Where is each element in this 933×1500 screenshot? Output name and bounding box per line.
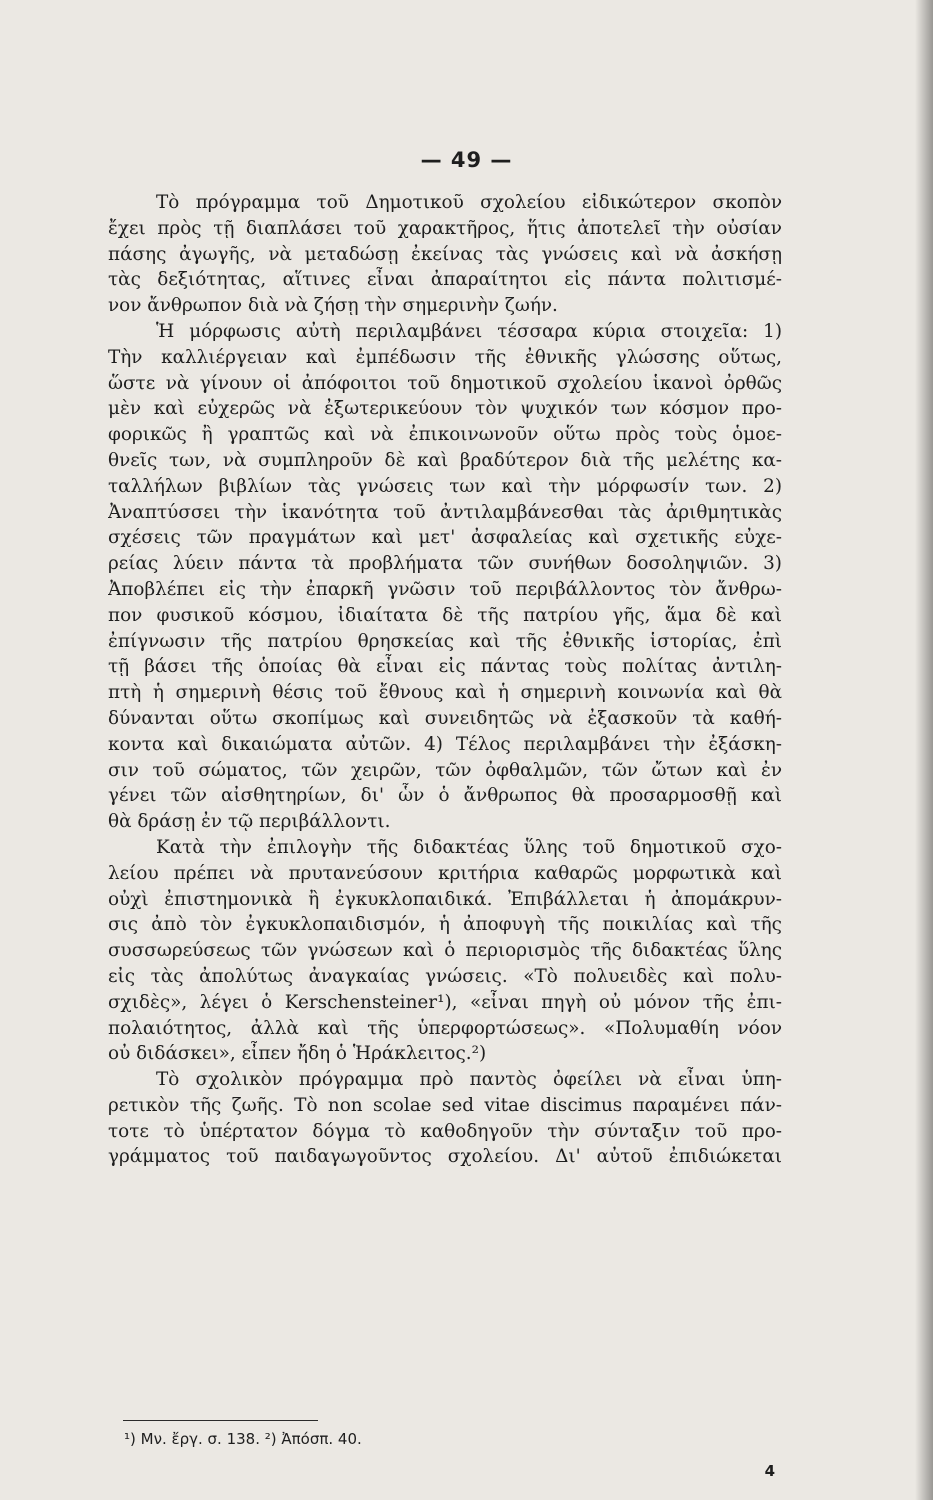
text-line: θὰ δράσῃ ἐν τῷ περιβάλλοντι. <box>108 811 391 833</box>
text-line: σχιδὲς», λέγει ὁ Kerschensteiner¹), «εἶναι πηγὴ οὐ μόνον τῆς ἐπι- <box>108 991 782 1013</box>
text-line: Τὸ σχολικὸν πρόγραμμα πρὸ παντὸς ὀφείλει νὰ εἶναι ὑπη- <box>156 1069 782 1091</box>
text-line: πτὴ ἡ σημερινὴ θέσις τοῦ ἔθνους καὶ ἡ σημερινὴ κοινωνία καὶ θὰ <box>108 682 782 704</box>
text-line: δύνανται οὕτω σκοπίμως καὶ συνειδητῶς νὰ ἐξασκοῦν τὰ καθή- <box>108 707 782 729</box>
text-line: λείου πρέπει νὰ πρυτανεύσουν κριτήρια καθαρῶς μορφωτικὰ καὶ <box>108 862 782 884</box>
text-line: κοντα καὶ δικαιώματα αὐτῶν. 4) Τέλος περιλαμβάνει τὴν ἐξάσκη- <box>108 733 782 755</box>
text-line: ἔχει πρὸς τῇ διαπλάσει τοῦ χαρακτῆρος, ἥτις ἀποτελεῖ τὴν οὐσίαν <box>108 217 782 239</box>
text-line: τὰς δεξιότητας, αἵτινες εἶναι ἀπαραίτητοι εἰς πάντα πολιτισμέ- <box>108 269 782 291</box>
text-line: σιν τοῦ σώματος, τῶν χειρῶν, τῶν ὀφθαλμῶν, τῶν ὤτων καὶ ἐν <box>108 759 782 781</box>
text-line: ταλλήλων βιβλίων τὰς γνώσεις των καὶ τὴν μόρφωσίν των. 2) <box>108 475 782 497</box>
text-line: σις ἀπὸ τὸν ἐγκυκλοπαιδισμόν, ἡ ἀποφυγὴ τῆς ποικιλίας καὶ τῆς <box>108 914 782 936</box>
text-line: ρετικὸν τῆς ζωῆς. Τὸ non scolae sed vitae discimus παραμένει πάν- <box>108 1094 782 1116</box>
text-line: πολαιότητος, ἀλλὰ καὶ τῆς ὑπερφορτώσεως». «Πολυμαθίη νόον <box>108 1017 782 1039</box>
body-text <box>108 190 782 1170</box>
text-line: θνεῖς των, νὰ συμπληροῦν δὲ καὶ βραδύτερον διὰ τῆς μελέτης κα- <box>108 449 782 471</box>
text-line: ὥστε νὰ γίνουν οἱ ἀπόφοιτοι τοῦ δημοτικοῦ σχολείου ἱκανοὶ ὀρθῶς <box>108 372 782 394</box>
text-line: νον ἄνθρωπον διὰ νὰ ζήσῃ τὴν σημερινὴν ζωήν. <box>108 295 558 317</box>
text-line: τοτε τὸ ὑπέρτατον δόγμα τὸ καθοδηγοῦν τὴν σύνταξιν τοῦ προ- <box>108 1120 782 1142</box>
text-line: οὐχὶ ἐπιστημονικὰ ἢ ἐγκυκλοπαιδικά. Ἐπιβάλλεται ἡ ἀπομάκρυν- <box>108 888 782 910</box>
signature-mark: 4 <box>764 1462 775 1480</box>
text-line: μὲν καὶ εὐχερῶς νὰ ἐξωτερικεύουν τὸν ψυχικόν των κόσμον προ- <box>108 398 782 420</box>
footnote: ¹) Μν. ἔργ. σ. 138. ²) Ἀπόσπ. 40. <box>124 1430 362 1448</box>
text-line: ἐπίγνωσιν τῆς πατρίου θρησκείας καὶ τῆς ἐθνικῆς ἱστορίας, ἐπὶ <box>108 630 782 652</box>
text-line: Κατὰ τὴν ἐπιλογὴν τῆς διδακτέας ὕλης τοῦ δημοτικοῦ σχο- <box>156 836 782 858</box>
text-line: γράμματος τοῦ παιδαγωγοῦντος σχολείου. Δι' αὐτοῦ ἐπιδιώκεται <box>108 1146 782 1168</box>
text-line: συσσωρεύσεως τῶν γνώσεων καὶ ὁ περιορισμὸς τῆς διδακτέας ὕλης <box>108 940 782 962</box>
footnote-rule <box>123 1420 318 1421</box>
text-line: πον φυσικοῦ κόσμου, ἰδιαίτατα δὲ τῆς πατρίου γῆς, ἅμα δὲ καὶ <box>108 604 782 626</box>
text-line: Ἡ μόρφωσις αὐτὴ περιλαμβάνει τέσσαρα κύρια στοιχεῖα: 1) <box>156 320 782 342</box>
page-edge-shadow <box>915 0 933 1500</box>
text-line: γένει τῶν αἰσθητηρίων, δι' ὧν ὁ ἄνθρωπος θὰ προσαρμοσθῇ καὶ <box>108 785 782 807</box>
text-line: σχέσεις τῶν πραγμάτων καὶ μετ' ἀσφαλείας καὶ σχετικῆς εὐχε- <box>108 527 782 549</box>
text-line: Τὴν καλλιέργειαν καὶ ἐμπέδωσιν τῆς ἐθνικῆς γλώσσης οὕτως, <box>108 346 782 368</box>
text-line: τῇ βάσει τῆς ὁποίας θὰ εἶναι εἰς πάντας τοὺς πολίτας ἀντιλη- <box>108 656 782 678</box>
text-line: Ἀποβλέπει εἰς τὴν ἐπαρκῆ γνῶσιν τοῦ περιβάλλοντος τὸν ἄνθρω- <box>108 578 782 600</box>
text-line: οὐ διδάσκει», εἶπεν ἤδη ὁ Ἡράκλειτος.²) <box>108 1043 487 1065</box>
text-line: Ἀναπτύσσει τὴν ἱκανότητα τοῦ ἀντιλαμβάνεσθαι τὰς ἀριθμητικὰς <box>108 501 782 523</box>
text-line: πάσης ἀγωγῆς, νὰ μεταδώσῃ ἐκείνας τὰς γνώσεις καὶ νὰ ἀσκήσῃ <box>108 243 782 265</box>
text-line: Τὸ πρόγραμμα τοῦ Δημοτικοῦ σχολείου εἰδικώτερον σκοπὸν <box>156 192 782 213</box>
page-number: — 49 — <box>420 148 513 172</box>
text-line: ρείας λύειν πάντα τὰ προβλήματα τῶν συνήθων δοσοληψιῶν. 3) <box>108 553 782 575</box>
text-line: εἰς τὰς ἀπολύτως ἀναγκαίας γνώσεις. «Τὸ πολυειδὲς καὶ πολυ- <box>108 965 782 987</box>
text-line: φορικῶς ἢ γραπτῶς καὶ νὰ ἐπικοινωνοῦν οὕτω πρὸς τοὺς ὁμοε- <box>108 424 782 446</box>
